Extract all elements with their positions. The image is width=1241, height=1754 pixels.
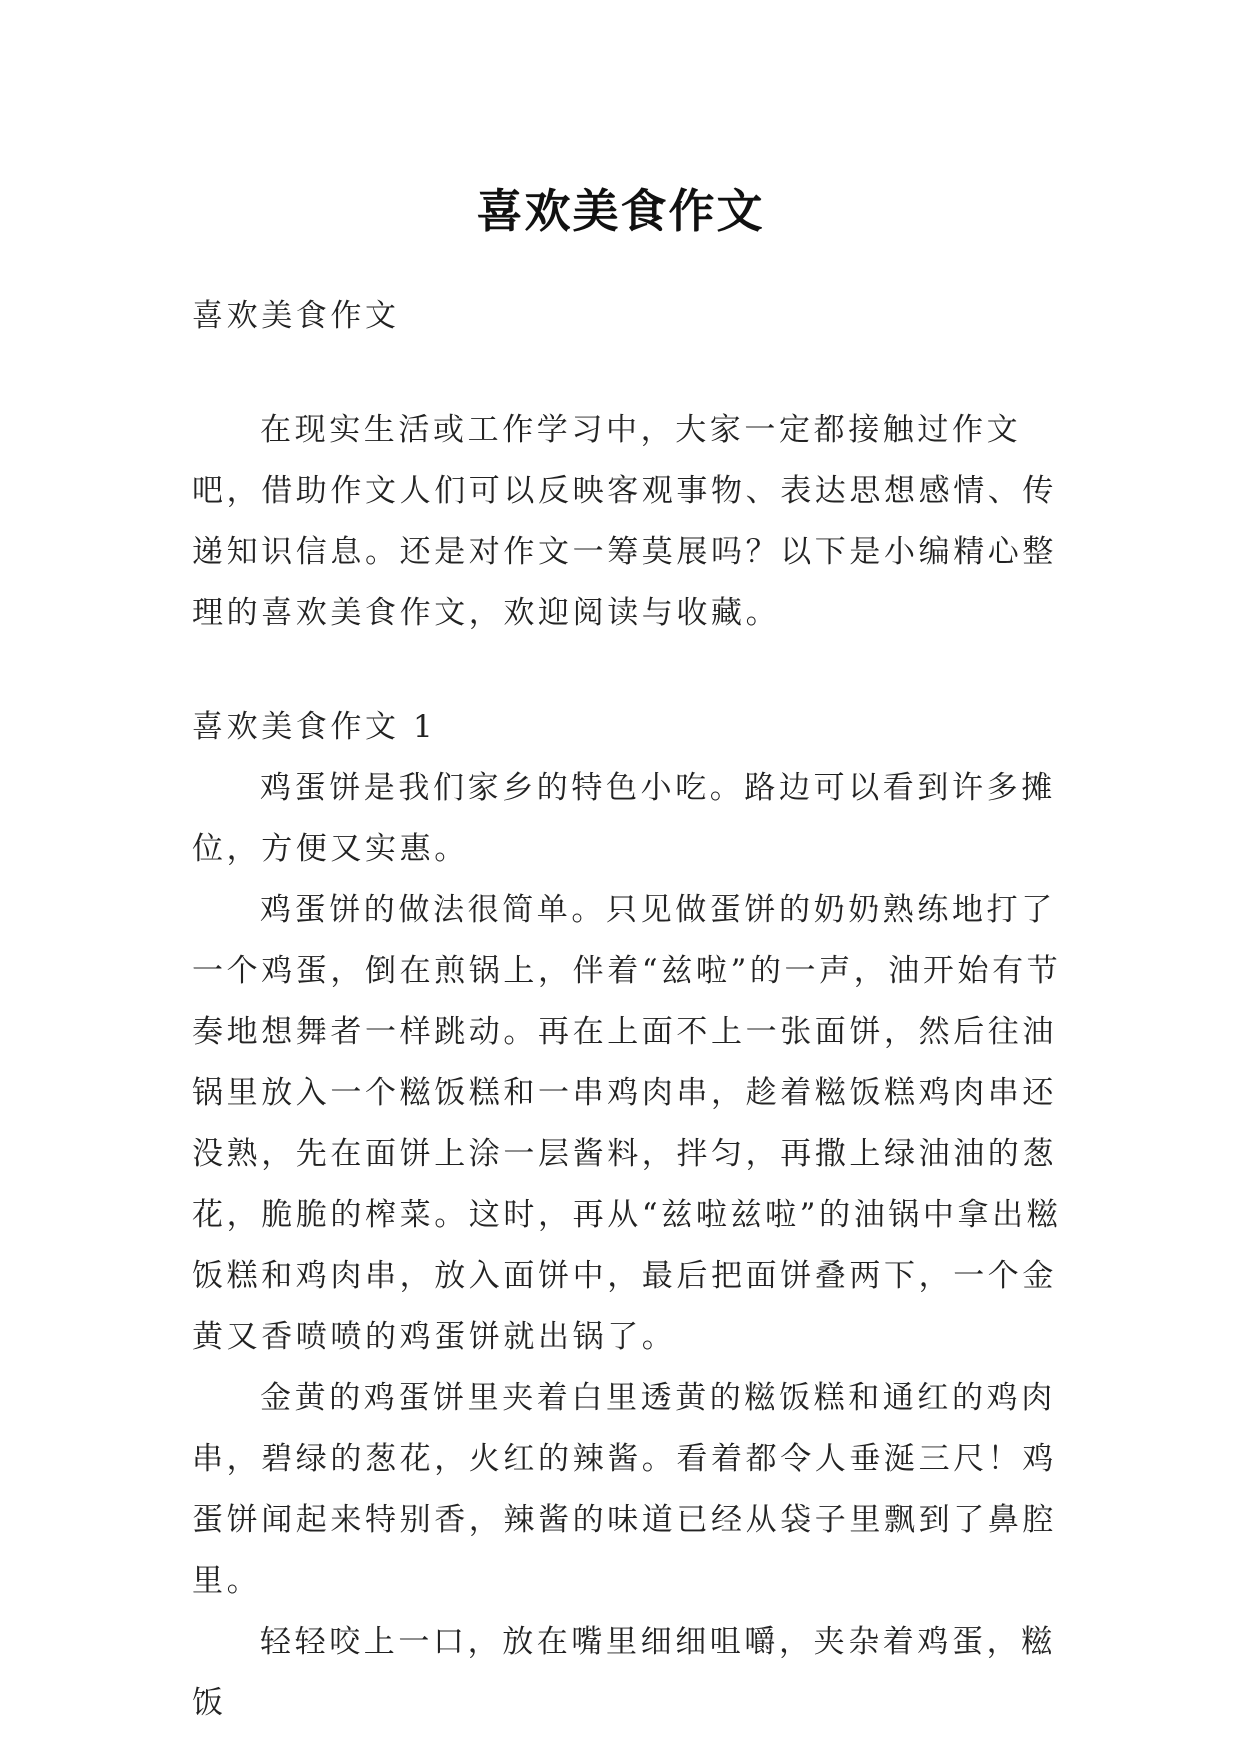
paragraph-1: 鸡蛋饼是我们家乡的特色小吃。路边可以看到许多摊位，方便又实惠。 xyxy=(192,770,1056,867)
subtitle: 喜欢美食作文 xyxy=(192,298,400,334)
paragraph-2: 鸡蛋饼的做法很简单。只见做蛋饼的奶奶熟练地打了一个鸡蛋，倒在煎锅上，伴着“兹啦”的一声，油开始有节奏地想舞者一样跳动。再在上面不上一张面饼，然后往油锅里放入一个糍饭糕和一串鸡肉串，趁着糍饭糕鸡肉串还没熟，先在面饼上涂一层酱料，拌匀，再撒上绿油油的葱花，脆脆的榨菜。这时，再从“兹啦兹啦”的油锅中拿出糍饭糕和鸡肉串，放入面饼中，最后把面饼叠两下，一个金黄又香喷喷的鸡蛋饼就出锅了。 xyxy=(192,892,1062,1355)
document-title: 喜欢美食作文 xyxy=(476,183,765,238)
paragraph-3: 金黄的鸡蛋饼里夹着白里透黄的糍饭糕和通红的鸡肉串，碧绿的葱花，火红的辣酱。看着都令人垂涎三尺！鸡蛋饼闻起来特别香，辣酱的味道已经从袋子里飘到了鼻腔里。 xyxy=(192,1380,1057,1599)
document-body xyxy=(192,286,1062,1734)
paragraph-4: 轻轻咬上一口，放在嘴里细细咀嚼，夹杂着鸡蛋，糍饭 xyxy=(192,1624,1056,1721)
intro-paragraph: 在现实生活或工作学习中，大家一定都接触过作文吧，借助作文人们可以反映客观事物、表达思想感情、传递知识信息。还是对作文一筹莫展吗？以下是小编精心整理的喜欢美食作文，欢迎阅读与收藏。 xyxy=(192,412,1057,631)
section-heading: 喜欢美食作文 1 xyxy=(192,709,437,745)
